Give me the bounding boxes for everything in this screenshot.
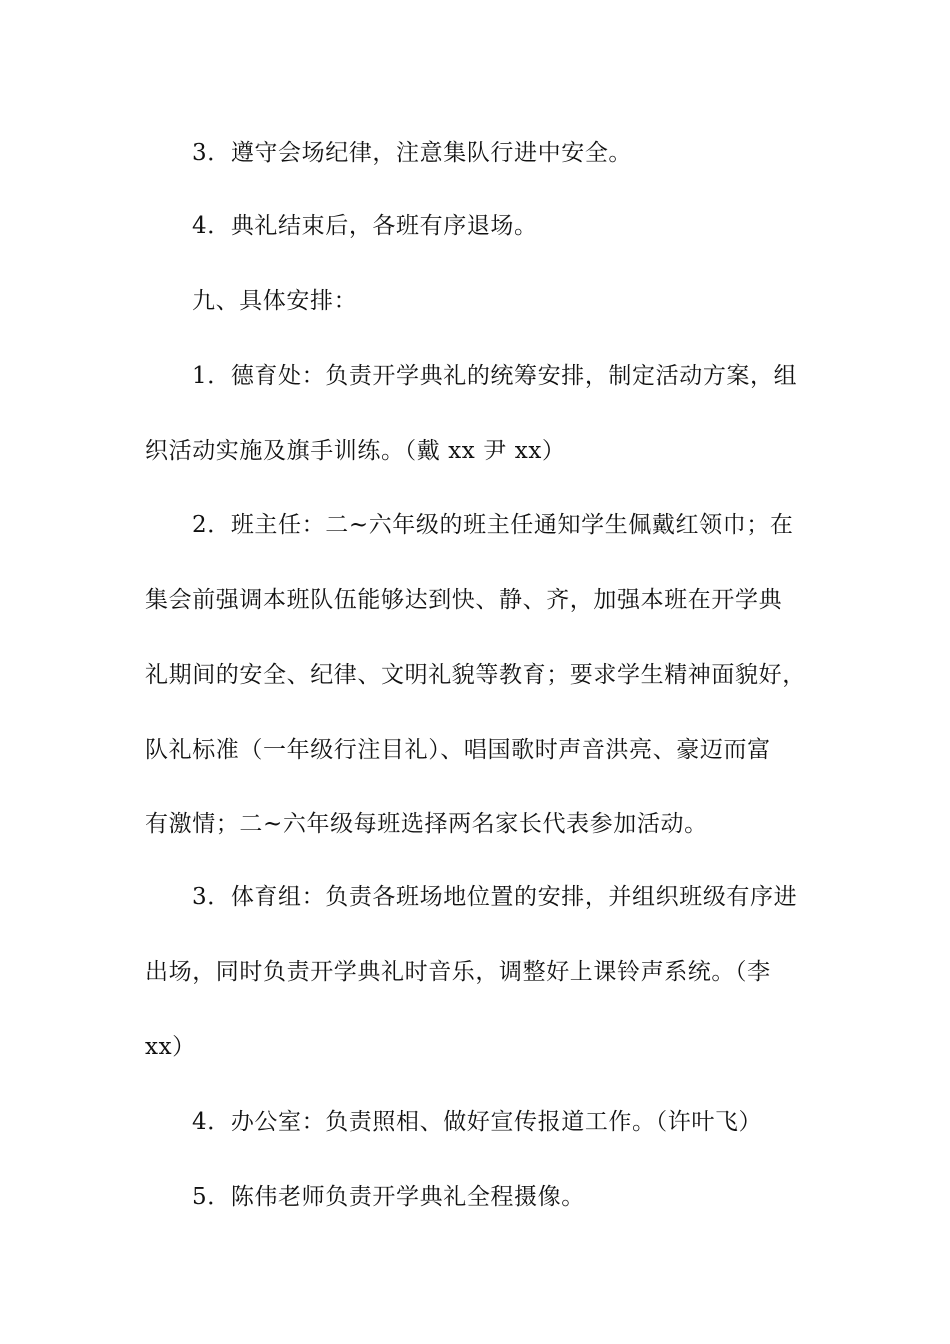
paragraph-item-2-line-5: 有激情；二~六年级每班选择两名家长代表参加活动。 [145, 811, 708, 837]
paragraph-rule-4: 4．典礼结束后，各班有序退场。 [192, 213, 538, 239]
paragraph-item-4: 4．办公室：负责照相、做好宣传报道工作。（许叶飞） [192, 1109, 763, 1135]
paragraph-item-1-line-1: 1．德育处：负责开学典礼的统筹安排，制定活动方案，组 [192, 363, 798, 389]
paragraph-item-2-line-3: 礼期间的安全、纪律、文明礼貌等教育；要求学生精神面貌好， [145, 662, 806, 688]
paragraph-item-1-line-2: 织活动实施及旗手训练。（戴 xx 尹 xx） [145, 438, 566, 464]
paragraph-item-3-line-2: 出场，同时负责开学典礼时音乐，调整好上课铃声系统。（李 [145, 959, 771, 985]
paragraph-item-2-line-1: 2．班主任：二~六年级的班主任通知学生佩戴红领巾；在 [192, 512, 794, 538]
paragraph-item-2-line-4: 队礼标准（一年级行注目礼）、唱国歌时声音洪亮、豪迈而富 [145, 737, 771, 763]
paragraph-item-5: 5．陈伟老师负责开学典礼全程摄像。 [192, 1184, 585, 1210]
paragraph-rule-3: 3．遵守会场纪律，注意集队行进中安全。 [192, 140, 633, 166]
paragraph-item-3-line-1: 3．体育组：负责各班场地位置的安排，并组织班级有序进 [192, 884, 798, 910]
section-heading-arrangements: 九、具体安排： [192, 288, 358, 314]
paragraph-item-2-line-2: 集会前强调本班队伍能够达到快、静、齐，加强本班在开学典 [145, 587, 783, 613]
paragraph-item-3-line-3: xx） [145, 1034, 196, 1060]
